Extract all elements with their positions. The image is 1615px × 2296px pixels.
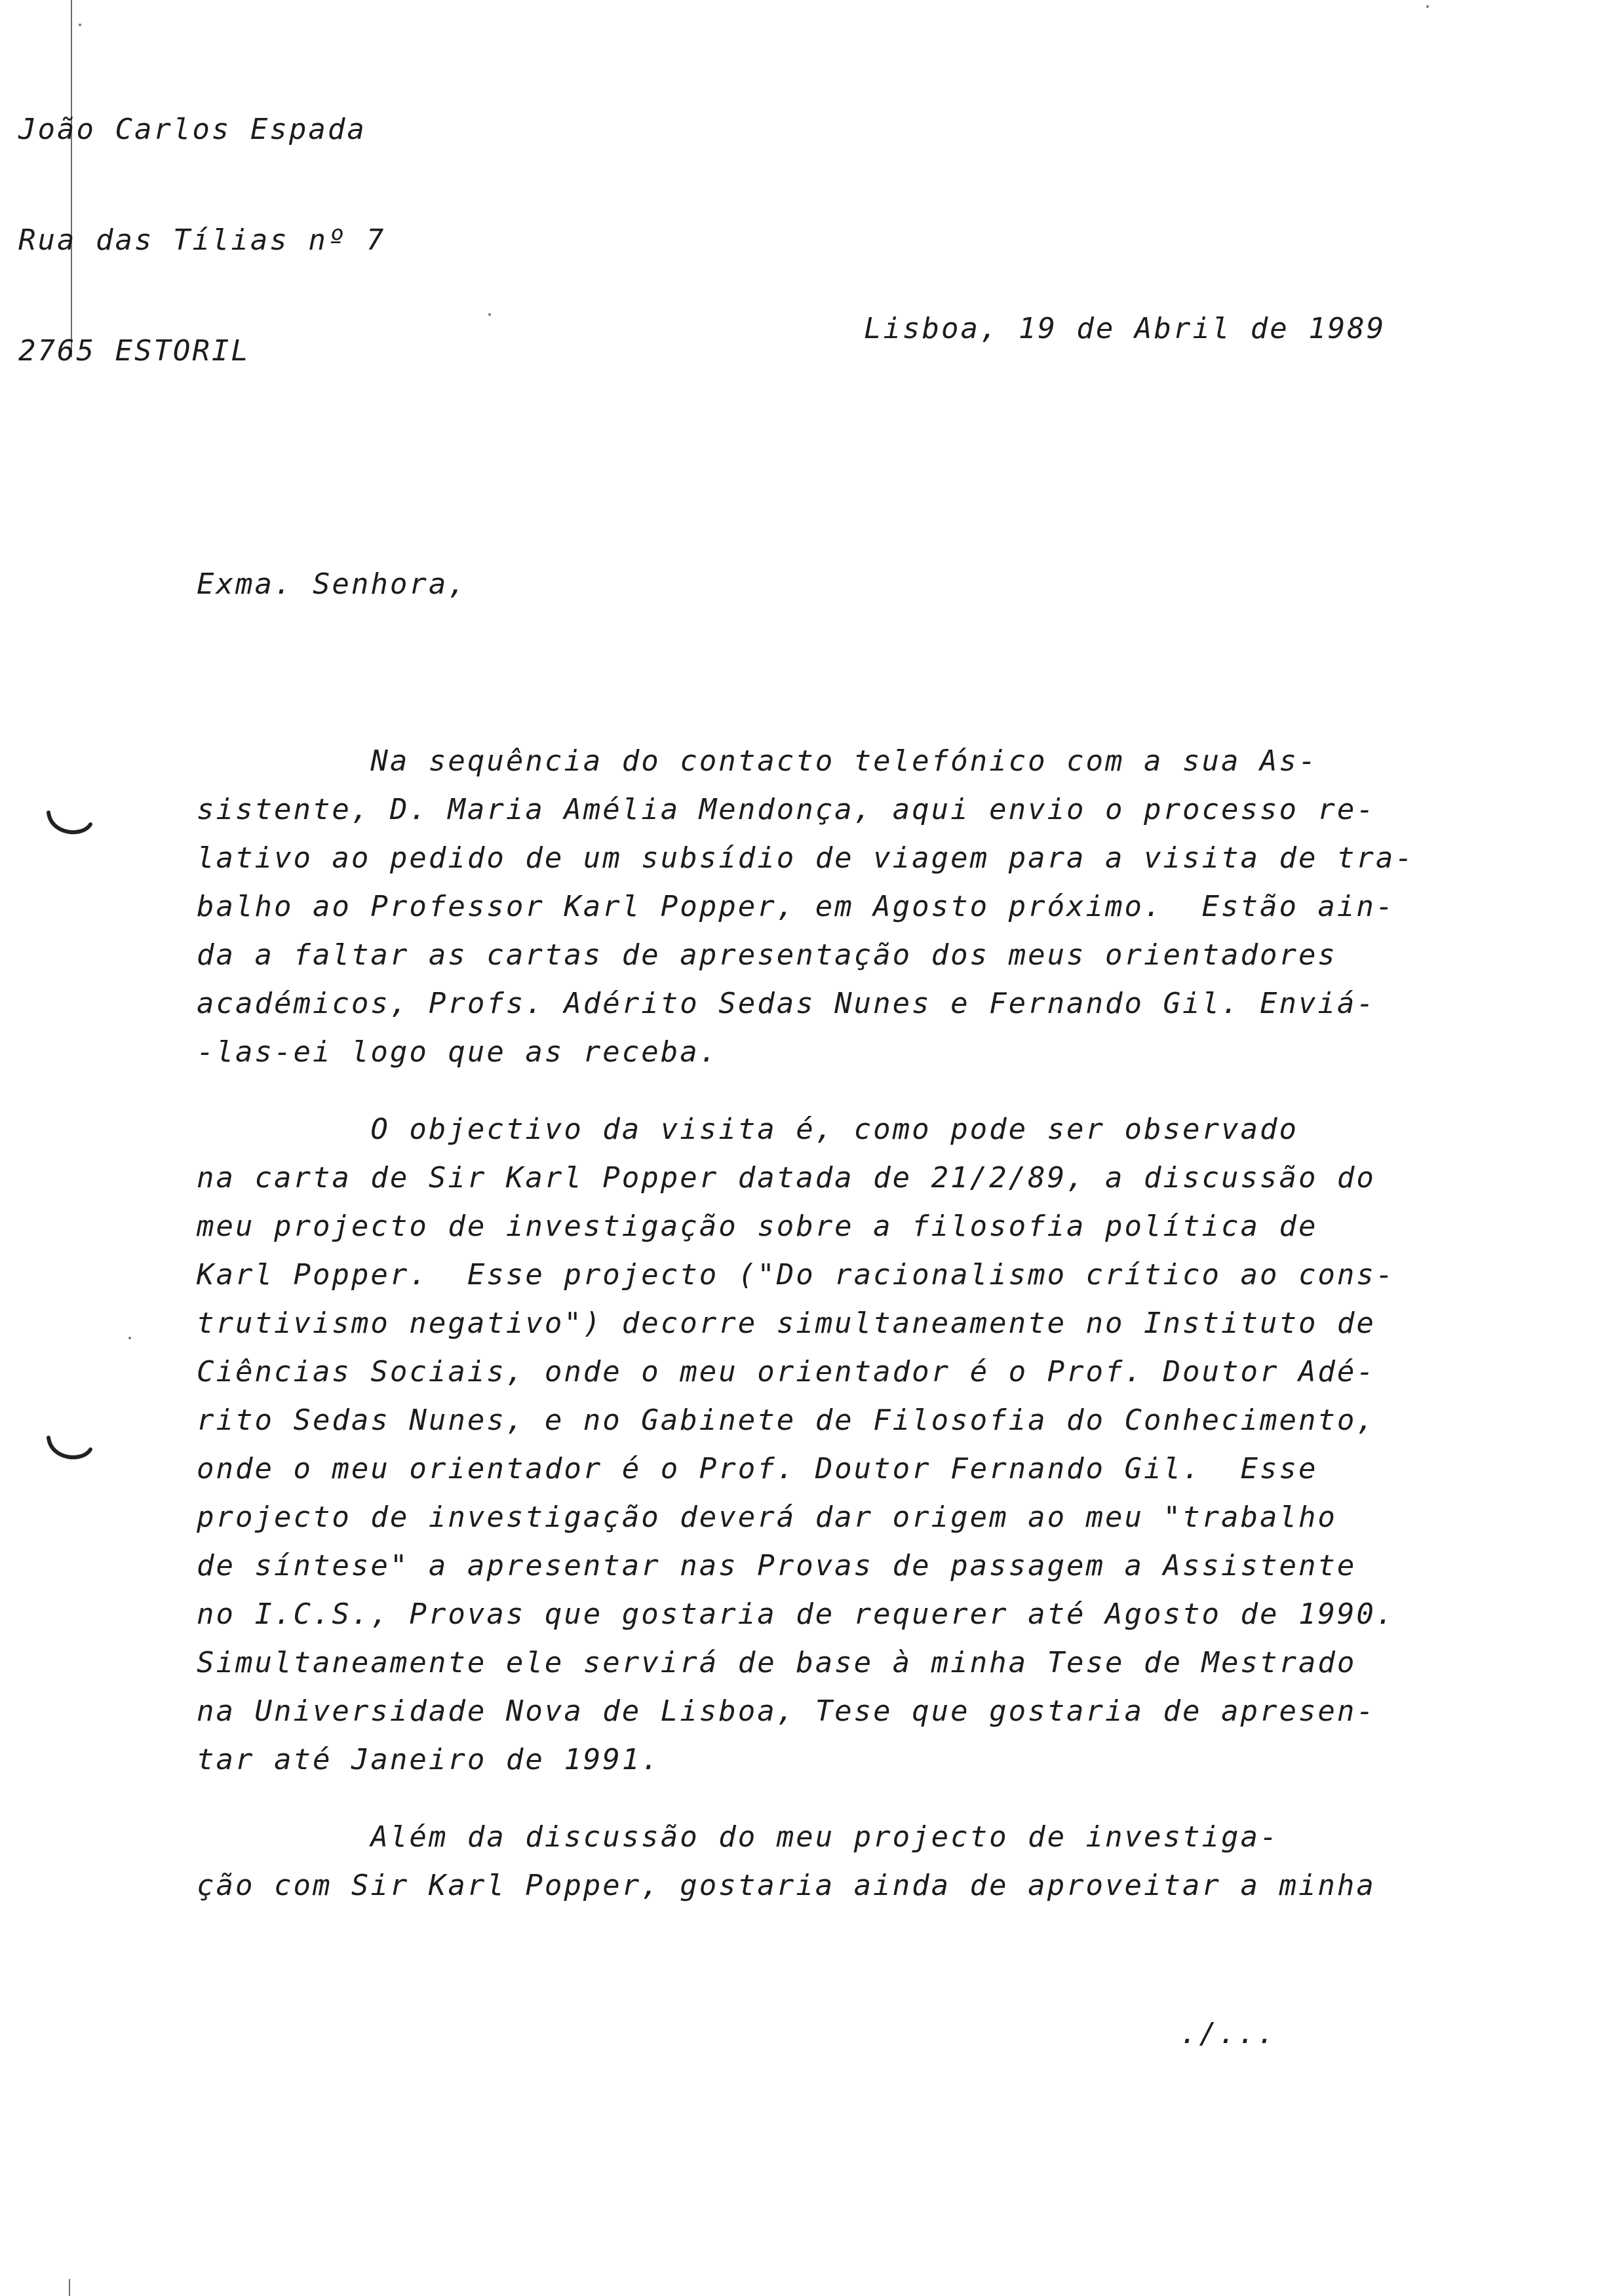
body-line: no I.C.S., Provas que gostaria de requerer até Agosto de 1990. xyxy=(197,1598,1395,1631)
body-line: meu projecto de investigação sobre a filosofia política de xyxy=(197,1210,1318,1243)
body-line: tar até Janeiro de 1991. xyxy=(197,1743,661,1776)
letter-body xyxy=(197,737,1442,1910)
scan-speck xyxy=(1426,5,1429,8)
body-line: projecto de investigação deverá dar origem ao meu "trabalho xyxy=(197,1501,1337,1534)
body-line: académicos, Profs. Adérito Sedas Nunes e Fernando Gil. Enviá- xyxy=(197,987,1376,1020)
body-line: trutivismo negativo") decorre simultaneamente no Instituto de xyxy=(197,1307,1376,1340)
body-line: sistente, D. Maria Amélia Mendonça, aqui envio o processo re- xyxy=(197,793,1376,826)
body-line: -las-ei logo que as receba. xyxy=(197,1035,719,1069)
letter-date: Lisboa, 19 de Abril de 1989 xyxy=(864,312,1386,345)
sender-city: 2765 ESTORIL xyxy=(18,334,250,368)
body-line: Na sequência do contacto telefónico com a sua As- xyxy=(197,744,1318,778)
body-line: lativo ao pedido de um subsídio de viagem para a visita de tra- xyxy=(197,841,1414,875)
margin-tick xyxy=(69,2279,70,2296)
continuation-mark: ./... xyxy=(1180,2017,1277,2050)
body-line: na carta de Sir Karl Popper datada de 21/2/89, a discussão do xyxy=(197,1161,1376,1195)
body-line: balho ao Professor Karl Popper, em Agosto próximo. Estão ain- xyxy=(197,890,1395,923)
body-line: onde o meu orientador é o Prof. Doutor Fernando Gil. Esse xyxy=(197,1452,1318,1485)
punch-hole-mark-lower xyxy=(45,1430,93,1465)
body-line: de síntese" a apresentar nas Provas de passagem a Assistente xyxy=(197,1549,1357,1582)
scan-speck xyxy=(488,313,491,316)
body-line: da a faltar as cartas de apresentação dos meus orientadores xyxy=(197,938,1337,972)
body-line: Karl Popper. Esse projecto ("Do racionalismo crítico ao cons- xyxy=(197,1258,1395,1292)
paragraph-gap xyxy=(197,1784,1442,1813)
body-line: Simultaneamente ele servirá de base à minha Tese de Mestrado xyxy=(197,1646,1357,1679)
salutation: Exma. Senhora, xyxy=(197,567,467,601)
body-line: na Universidade Nova de Lisboa, Tese que gostaria de apresen- xyxy=(197,1694,1376,1728)
punch-hole-mark-upper xyxy=(45,805,93,840)
sender-street: Rua das Tílias nº 7 xyxy=(18,223,386,257)
sender-address xyxy=(18,41,385,440)
body-line: rito Sedas Nunes, e no Gabinete de Filosofia do Conhecimento, xyxy=(197,1404,1376,1437)
sender-name: João Carlos Espada xyxy=(18,113,366,146)
body-line: ção com Sir Karl Popper, gostaria ainda de aproveitar a minha xyxy=(197,1869,1376,1902)
paragraph-gap xyxy=(197,1077,1442,1105)
body-line: O objectivo da visita é, como pode ser observado xyxy=(197,1113,1298,1146)
body-line: Ciências Sociais, onde o meu orientador é o Prof. Doutor Adé- xyxy=(197,1355,1376,1388)
body-line: Além da discussão do meu projecto de investiga- xyxy=(197,1820,1279,1854)
scan-speck xyxy=(79,24,81,26)
scan-speck xyxy=(128,1337,131,1339)
